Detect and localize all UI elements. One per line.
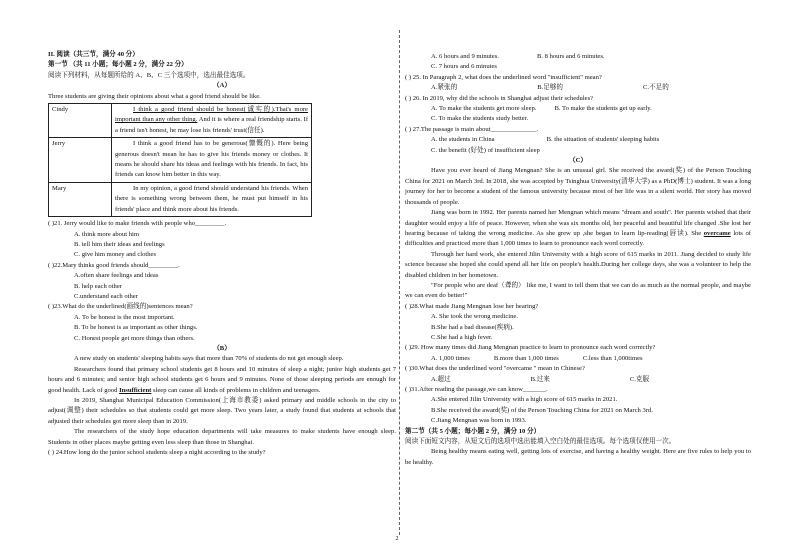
underlined-sentence: That's more important than any other thing. xyxy=(115,106,308,124)
question-23: ( )23.What do the underlined(画线的)sentences mean? xyxy=(48,303,193,311)
passage-c-label: （C） xyxy=(569,157,587,165)
passage-c-paragraph: Have you ever heard of Jiang Mengnan? She is an unusual girl. She received the award(奖) of the Person Touching China for 2021 on March 3rd. In 2018, she was accepted by Tsinghua University(清华大学) as a PhD(博士) student. It was a long journey for her to become a student of the famous university because most of her life was in a silent world. Her story has moved thousands of people. xyxy=(405,167,751,206)
section-heading: II. 阅读（共三节，满分 40 分） xyxy=(48,51,139,58)
option: B.足够的 xyxy=(537,84,564,92)
section-2-instruction: 阅读下面短文内容，从短文后的选项中选出能填入空白处的最佳选项。每个选项仅使用一次。 xyxy=(405,438,676,446)
option-row xyxy=(405,135,751,145)
option: C.understand each other xyxy=(74,292,138,300)
passage-a-label: （A） xyxy=(213,82,231,90)
option: A. the students in China xyxy=(431,136,495,144)
question-26: ( ) 26. In 2019, why did the schools in Shanghai adjust their schedules? xyxy=(405,94,594,102)
question-21: ( )21. Jerry would like to make friends with people who_________. xyxy=(48,220,227,228)
section-2-title: 第二节（共 5 小题；每小题 2 分，满分 10 分） xyxy=(405,427,541,435)
passage-b-label: （B） xyxy=(213,344,231,352)
underlined-word: Insufficient xyxy=(119,386,152,394)
instruction: 阅读下列材料，从每题所给的 A、B、C 三个选项中，选出最佳选项。 xyxy=(48,71,250,79)
option: A.often share feelings and ideas xyxy=(74,272,159,280)
question-30: ( )30.What does the underlined word "overcame " mean in Chinese? xyxy=(405,365,585,373)
question-29: ( )29. How many times did Jiang Mengnan practice to learn to pronounce each word correctly? xyxy=(405,344,656,352)
student-opinion: In my opinion, a good friend should understand his friends. When there is something wrong between them, he must put himself in his friends' place and think more about his friends. xyxy=(112,182,312,216)
underlined-word: overcame xyxy=(703,229,731,237)
option: A. She took the wrong medicine. xyxy=(431,313,518,321)
page-number: 2 xyxy=(395,536,399,542)
option-row xyxy=(405,375,751,385)
option: C.克服 xyxy=(629,375,650,383)
column-divider xyxy=(399,30,400,535)
student-name: Mary xyxy=(49,182,112,216)
table-row xyxy=(49,182,312,216)
option: C. the benefit (好处) of insufficient sleep xyxy=(431,146,540,154)
option: A.超过 xyxy=(431,375,451,383)
option: A.She entered Jilin University with a high score of 615 marks in 2021. xyxy=(431,396,618,404)
student-name: Cindy xyxy=(49,104,112,138)
option: C. To make the students study better. xyxy=(431,115,529,123)
question-22: ( )22.Mary thinks good friends should_________. xyxy=(48,261,180,269)
option: A. To make the students get more sleep. xyxy=(431,105,537,113)
option: C.不足的 xyxy=(643,84,669,92)
question-28: ( )28.What made Jiang Mengnan lose her hearing? xyxy=(405,302,539,310)
right-column xyxy=(405,52,751,468)
option: C.Jiang Mengnan was born in 1993. xyxy=(431,417,527,425)
section-1-title: 第一节 （共 11 小题；每小题 2 分，满分 22 分） xyxy=(48,61,188,69)
option: B. To be honest is as important as other things. xyxy=(74,324,198,332)
passage-c-paragraph xyxy=(405,208,751,250)
paragraph-text: Researchers found that primary school students get 8 hours and 10 minutes of sleep a night; junior high students get 7 hours and 6 minutes; and senior high school students get 6 hours and 9 minutes. None of those sleeping periods are enough for good health. Lack of good xyxy=(48,365,396,394)
option: B. To make the students get up early. xyxy=(554,105,652,113)
option: B.more than 1,000 times xyxy=(493,354,559,362)
option: A. think more about him xyxy=(74,230,140,238)
question-24: ( ) 24.How long do the junior school students sleep a night according to the study? xyxy=(48,449,266,457)
opinion-text: And it is where a real friendship starts. If a friend isn't honest, he may lose his friends' trust(信任). xyxy=(115,116,309,134)
underlined-sentence: I think a good friend should be honest(诚实的). xyxy=(133,106,276,114)
passage-b-paragraph xyxy=(48,365,396,396)
option: B. 8 hours and 6 minutes. xyxy=(536,53,605,60)
passage-c-paragraph: "For people who are deaf（聋的） like me, I want to tell them that we can do as much as the normal people, and maybe we can even do better!" xyxy=(405,281,751,300)
table-row xyxy=(49,138,312,183)
option: C.less than 1,000times xyxy=(582,354,643,362)
option: C. 7 hours and 6 minutes xyxy=(431,63,497,71)
option: A. 1,000 times xyxy=(431,354,470,362)
passage-c-paragraph: Through her hard work, she entered Jilin University with a high score of 615 marks in 2011. Jiang decided to study life science because she hoped she could spend all her life on people's health.During her college days, she was a volunteer to help the disabled children in her hometown. xyxy=(405,250,751,279)
passage-a-intro: Three students are giving their opinions about what a good friend should be like. xyxy=(48,92,261,100)
passage-b-paragraph: A new study on students' sleeping habits says that more than 70% of students do not get enough sleep. xyxy=(74,355,344,363)
option: A.紧张的 xyxy=(431,84,458,92)
option: B. the situation of students' sleeping habits xyxy=(546,136,660,144)
question-27: ( ) 27.The passage is main about______________. xyxy=(405,125,539,133)
option: B.She received the award(奖) of the Person Touching China for 2021 on March 3rd. xyxy=(431,406,653,414)
option-row xyxy=(405,52,751,62)
paragraph-text: lots of difficulties and practiced more than 1,000 times to learn to pronounce each word correctly. xyxy=(405,229,751,248)
opinions-table xyxy=(48,103,312,217)
option: C.She had a high fever. xyxy=(431,333,493,341)
left-column xyxy=(48,50,396,458)
option: B.过来 xyxy=(530,375,550,383)
paragraph-text: sleep can cause all kinds of problems in children and teenagers. xyxy=(151,386,321,394)
student-opinion: I think a good friend has to be generous(慷慨的). Here being generous doesn't mean he has to give his friends money or clothes. It means he should share his ideas and feelings with his friends. In fact, his friends can know him better in this way. xyxy=(112,138,312,183)
option: B. help each other xyxy=(74,282,122,290)
option: B.She had a bad disease(疾病). xyxy=(431,323,514,331)
student-opinion xyxy=(112,104,312,138)
option: B. tell him their ideas and feelings xyxy=(74,240,165,248)
option-row xyxy=(405,83,751,93)
question-25: ( ) 25. In Paragraph 2, what does the underlined word "insufficient" mean? xyxy=(405,73,602,81)
option: A. To be honest is the most important. xyxy=(74,313,175,321)
option-row xyxy=(405,104,751,114)
option: A. 6 hours and 9 minutes. xyxy=(431,53,499,60)
question-31: ( )31.After reading the passage,we can know_______. xyxy=(405,386,548,393)
student-name: Jerry xyxy=(49,138,112,183)
paragraph-text: Jiang was born in 1992. Her parents named her Mengnan which means "dream and south". Her parents wished that their daughter would enjoy a life of peace. However, when she was six months old, her peaceful and beautiful life changed .She lost her hearing because of taking the wrong medicine. As she grew up ,she began to learn lip-reading(唇读). She xyxy=(405,209,751,237)
option-row xyxy=(405,354,751,364)
passage-b-paragraph: The researchers of the study hope education departments will take measures to make students have enough sleep. Students in other places maybe getting even less sleep than those in Shanghai. xyxy=(48,428,396,446)
passage-d-paragraph: Being healthy means eating well, getting lots of exercise, and having a healthy weight. Here are five rules to help you to be healthy. xyxy=(405,448,751,466)
table-row xyxy=(49,104,312,138)
passage-b-paragraph: In 2019, Shanghai Municipal Education Commission(上海市教委) asked primary and middle schools in the city to adjust(调整) their schedules so that students could get more sleep. Two years later, a study found that students at schools that adjusted their schedules got more sleep than in 2019. xyxy=(48,397,396,425)
option: C. give him money and clothes xyxy=(74,251,157,259)
option: C. Honest people get more things than others. xyxy=(74,334,195,342)
